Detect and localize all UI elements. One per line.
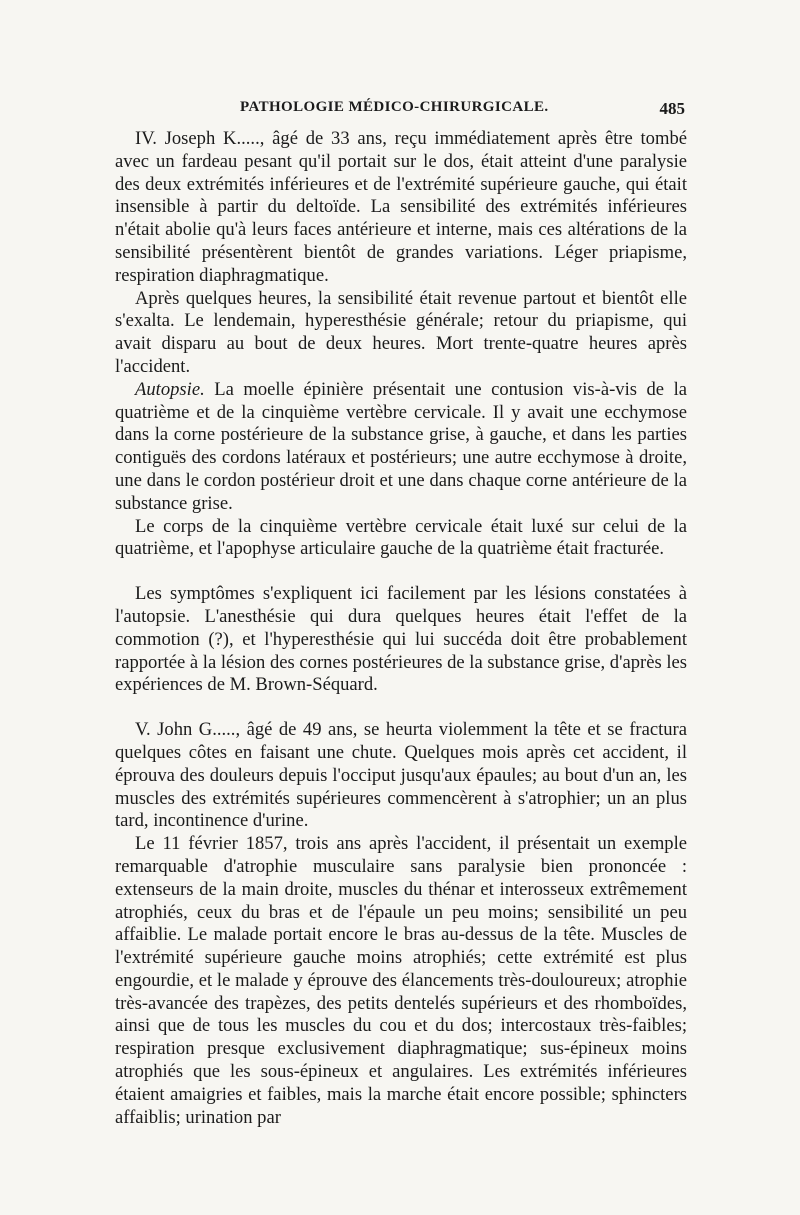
paragraph-text: V. John G....., âgé de 49 ans, se heurta violemment la tête et se fractura quelques côtes en faisant une chute. Quelques mois après cet accident, il éprouva des douleurs depuis l'occiput jusqu'aux épaules; au bout d'un an, les muscles des extrémités supérieures commencèrent à s'atrophier; un an plus tard, incontinence d'urine. [115,719,687,832]
paragraph-case-iv-evolution [115,288,687,379]
autopsy-heading: Autopsie. [135,378,205,400]
paragraph-vertebra [115,516,687,562]
paragraph-text: Le corps de la cinquième vertèbre cervicale était luxé sur celui de la quatrième, et l'apophyse articulaire gauche de la quatrième était fracturée. [115,515,687,560]
paragraph-autopsy [115,379,687,516]
paragraph-text: Les symptômes s'expliquent ici facilement par les lésions constatées à l'autopsie. L'anesthésie qui dura quelques heures était l'effet de la commotion (?), et l'hyperesthésie qui lui succéda doit être probablement rapportée à la lésion des cornes postérieures de la substance grise, d'après les expériences de M. Brown-Séquard. [115,583,687,696]
paragraph-case-v-exam [115,833,687,1129]
paragraph-commentary [115,583,687,697]
paragraph-gap [115,561,687,583]
paragraph-case-v [115,719,687,833]
paragraph-gap [115,697,687,719]
paragraph-text: IV. Joseph K....., âgé de 33 ans, reçu immédiatement après être tombé avec un fardeau pesant qu'il portait sur le dos, était atteint d'une paralysie des deux extrémités inférieures et de l'extrémité supérieure gauche, qui était insensible à partir du deltoïde. La sensibilité des extrémités inférieures n'était abolie qu'à leurs faces antérieure et interne, mais ces altérations de la sensibilité présentèrent bientôt de grandes variations. Léger priapisme, respiration diaphragmatique. [115,128,687,286]
body-text [115,128,687,1129]
page-number: 485 [659,99,685,118]
paragraph-text: La moelle épinière présentait une contusion vis-à-vis de la quatrième et de la cinquième vertèbre cervicale. Il y avait une ecchymose dans la corne postérieure de la substance grise, à gauche, et dans les parties contiguës des cordons latéraux et postérieurs; une autre ecchymose à droite, une dans le cordon postérieur droit et une dans chaque corne antérieure de la substance grise. [115,378,687,514]
paragraph-text: Le 11 février 1857, trois ans après l'accident, il présentait un exemple remarquable d'atrophie musculaire sans paralysie bien prononcée : extenseurs de la main droite, muscles du thénar et interosseux extrêmement atrophiés, ceux du bras et de l'épaule un peu moins; sensibilité un peu affaiblie. Le malade portait encore le bras au-dessus de la tête. Muscles de l'extrémité supérieure gauche moins atrophiés; cette extrémité est plus engourdie, et le malade y éprouve des élancements très-douloureux; atrophie très-avancée des trapèzes, des petits dentelés supérieurs et des rhomboïdes, ainsi que de tous les muscles du cou et du dos; intercostaux très-faibles; respiration presque exclusivement diaphragmatique; sus-épineux moins atrophiés que les sous-épineux et angulaires. Les extrémités inférieures étaient amaigries et faibles, mais la marche était encore possible; sphincters affaiblis; urination par [115,833,687,1128]
running-header [240,99,685,123]
header-title: PATHOLOGIE MÉDICO-CHIRURGICALE. [240,99,549,115]
paragraph-case-iv [115,128,687,288]
paragraph-text: Après quelques heures, la sensibilité était revenue partout et bientôt elle s'exalta. Le lendemain, hyperesthésie générale; retour du priapisme, qui avait disparu au bout de deux heures. Mort trente-quatre heures après l'accident. [115,287,687,377]
